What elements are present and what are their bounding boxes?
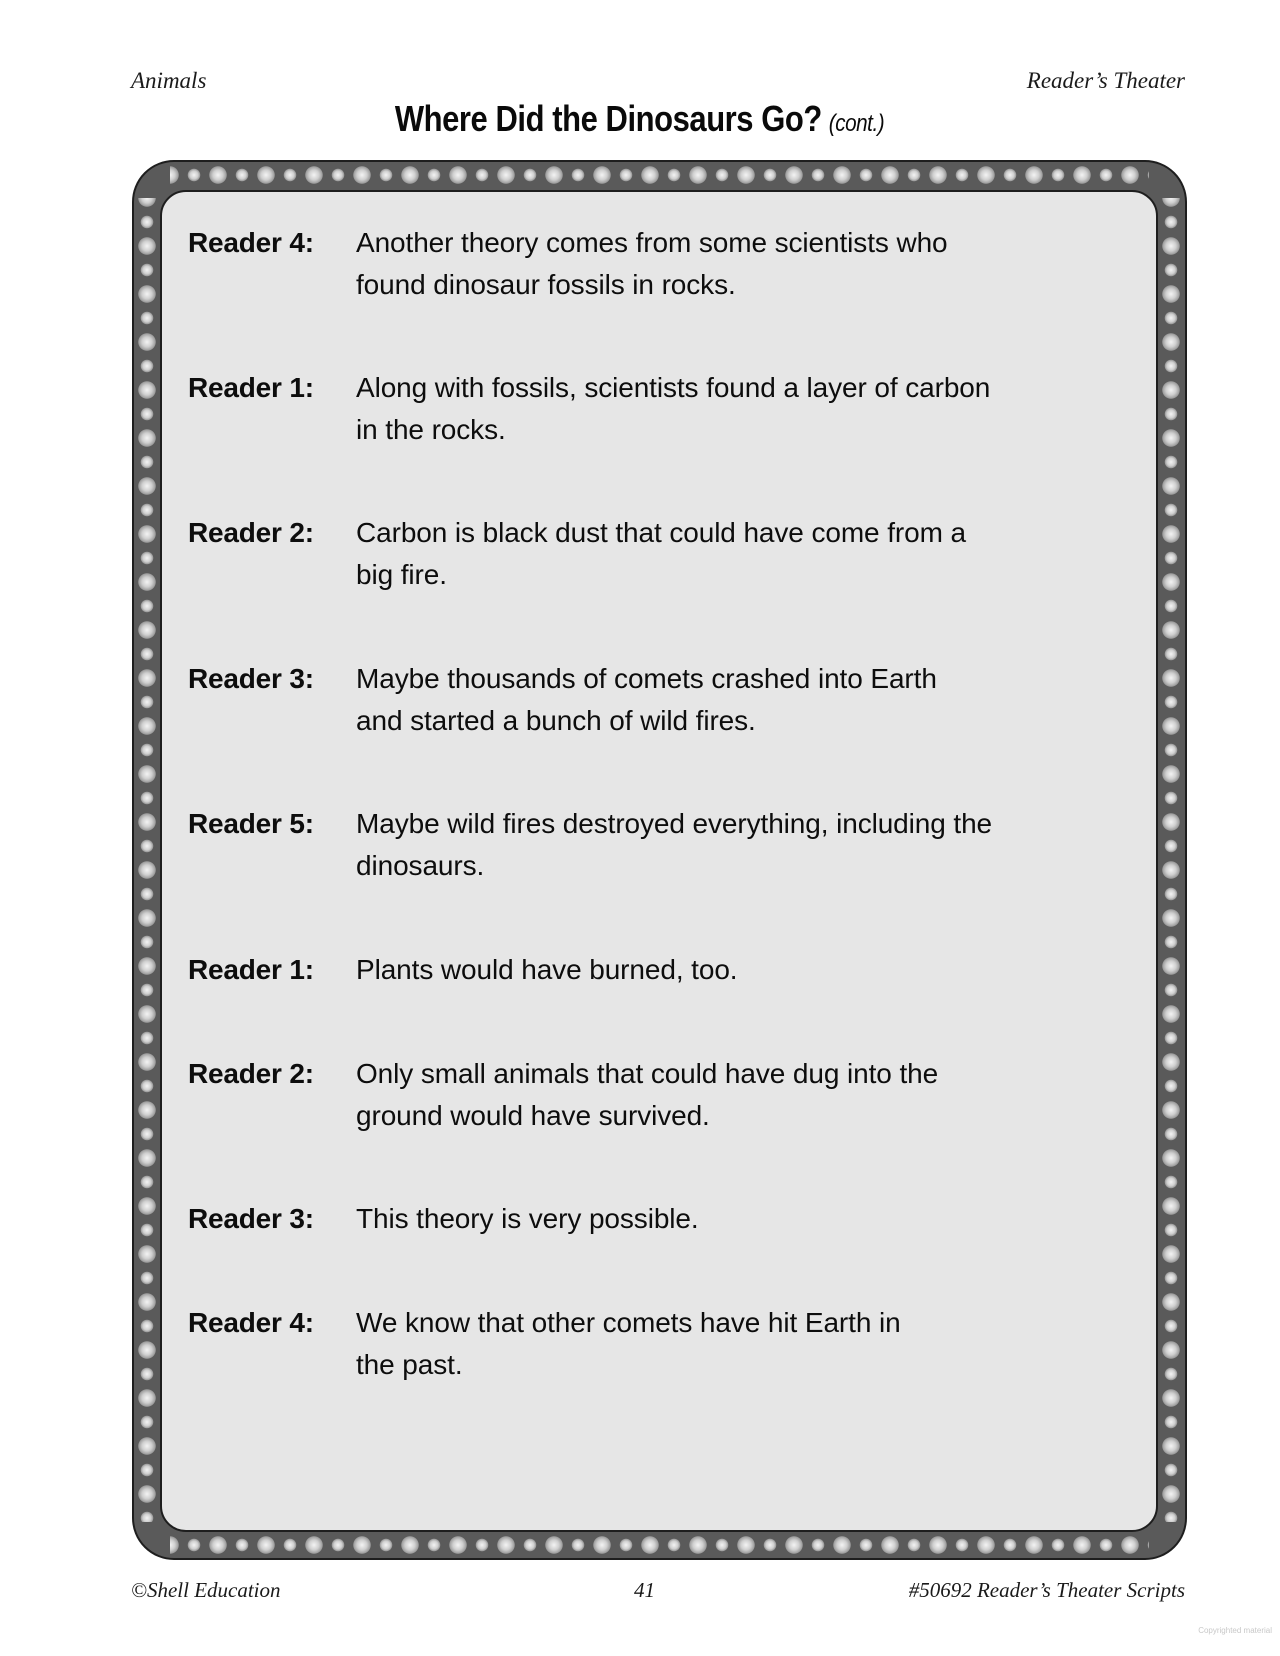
marquee-lights-left-icon bbox=[136, 198, 158, 1522]
speaker-label: Reader 2: bbox=[188, 1058, 314, 1089]
speech-line: in the rocks. bbox=[356, 414, 506, 445]
marquee-lights-bottom-icon bbox=[170, 1534, 1149, 1556]
running-head-left: Animals bbox=[131, 68, 207, 93]
speaker-label: Reader 1: bbox=[188, 954, 314, 985]
speaker-label: Reader 4: bbox=[188, 1307, 314, 1338]
page-title-main: Where Did the Dinosaurs Go? bbox=[395, 98, 823, 139]
speech-text bbox=[356, 949, 737, 991]
speech-line: Plants would have burned, too. bbox=[356, 954, 738, 985]
script-line bbox=[188, 658, 937, 742]
speech-text bbox=[356, 512, 966, 596]
speech-line: We know that other comets have hit Earth in bbox=[356, 1307, 901, 1338]
speech-text bbox=[356, 1302, 901, 1386]
speech-line: ground would have survived. bbox=[356, 1100, 710, 1131]
marquee-lights-top-icon bbox=[170, 164, 1149, 186]
speaker-label: Reader 1: bbox=[188, 372, 314, 403]
speaker-label: Reader 2: bbox=[188, 517, 314, 548]
speech-line: Only small animals that could have dug into the bbox=[356, 1058, 939, 1089]
script-line bbox=[188, 1302, 901, 1386]
script-line bbox=[188, 949, 737, 991]
page-title bbox=[395, 98, 884, 140]
speech-line: Along with fossils, scientists found a layer of carbon bbox=[356, 372, 991, 403]
script-line bbox=[188, 803, 992, 887]
script-line bbox=[188, 222, 948, 306]
speaker-label: Reader 3: bbox=[188, 1203, 314, 1234]
speech-line: the past. bbox=[356, 1349, 463, 1380]
speech-line: Another theory comes from some scientists who bbox=[356, 227, 948, 258]
script-line bbox=[188, 1053, 938, 1137]
speech-text bbox=[356, 1053, 938, 1137]
script-line bbox=[188, 1198, 699, 1240]
running-head-right: Reader’s Theater bbox=[1026, 68, 1185, 93]
speech-line: dinosaurs. bbox=[356, 850, 485, 881]
speech-line: This theory is very possible. bbox=[356, 1203, 699, 1234]
footer-page-number: 41 bbox=[634, 1578, 655, 1602]
speech-line: big fire. bbox=[356, 559, 447, 590]
footer-publisher: ©Shell Education bbox=[131, 1578, 281, 1602]
script-line bbox=[188, 367, 990, 451]
speech-text bbox=[356, 222, 948, 306]
footer-product: #50692 Reader’s Theater Scripts bbox=[908, 1578, 1185, 1602]
script-line bbox=[188, 512, 966, 596]
marquee-lights-right-icon bbox=[1160, 198, 1182, 1522]
speech-line: Carbon is black dust that could have come from a bbox=[356, 517, 966, 548]
speech-line: found dinosaur fossils in rocks. bbox=[356, 269, 736, 300]
speech-line: Maybe wild fires destroyed everything, including the bbox=[356, 808, 993, 839]
speech-text bbox=[356, 367, 990, 451]
speaker-label: Reader 3: bbox=[188, 663, 314, 694]
page-title-container bbox=[0, 98, 1280, 140]
speaker-label: Reader 4: bbox=[188, 227, 314, 258]
speech-line: Maybe thousands of comets crashed into Earth bbox=[356, 663, 937, 694]
speech-text bbox=[356, 658, 937, 742]
speech-text bbox=[356, 803, 992, 887]
speech-text bbox=[356, 1198, 699, 1240]
speaker-label: Reader 5: bbox=[188, 808, 314, 839]
page-title-suffix: (cont.) bbox=[829, 110, 885, 137]
copyright-watermark: Copyrighted material bbox=[1198, 1626, 1272, 1635]
speech-line: and started a bunch of wild fires. bbox=[356, 705, 756, 736]
